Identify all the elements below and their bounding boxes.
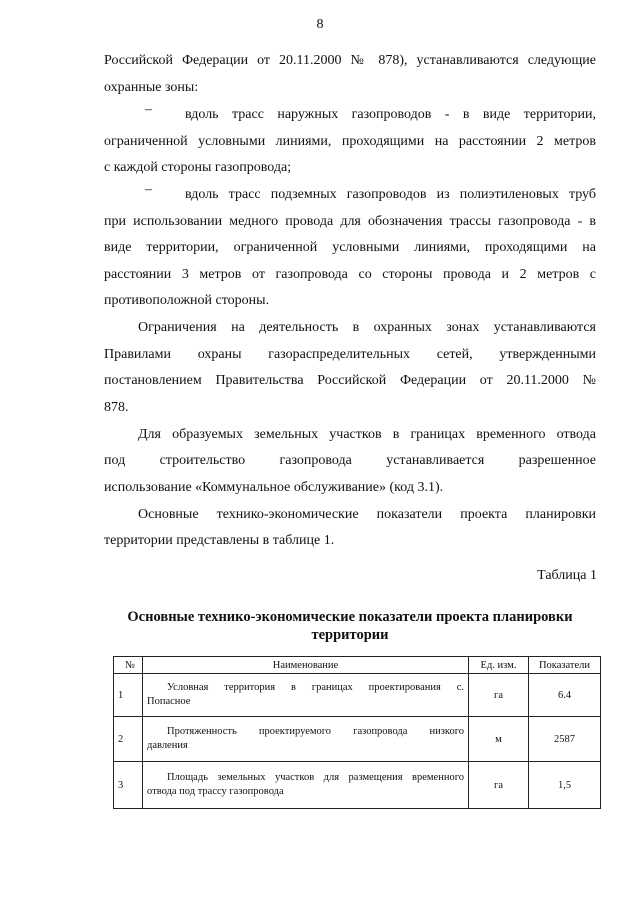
page-number: 8 [316,17,324,32]
table-label: Таблица 1 [537,568,597,583]
table-row [114,674,601,717]
bullet-dash: – [145,102,152,117]
paragraph-line: 878. [104,400,129,415]
header-unit: Ед. изм. [469,657,529,674]
paragraph-line: постановлением Правительства Российской Федерации от 20.11.2000 № [104,373,596,388]
row-name-line: Попасное [147,696,191,707]
bullet-line: расстоянии 3 метров от газопровода со стороны провода и 2 метров с [104,267,596,282]
paragraph-line: Ограничения на деятельность в охранных зонах устанавливаются [138,320,596,335]
row-value: 1,5 [529,762,601,809]
row-unit: га [469,674,529,717]
table-title-line: территории [311,627,389,643]
body-line: Российской Федерации от 20.11.2000 № 878), устанавливаются следующие [104,53,596,68]
paragraph-line: Правилами охраны газораспределительных сетей, утвержденными [104,347,596,362]
row-value: 2587 [529,717,601,762]
row-number: 1 [114,674,143,717]
row-name-line: Площадь земельных участков для размещения временного [167,772,464,783]
table-row [114,717,601,762]
bullet-line: вдоль трасс подземных газопроводов из полиэтиленовых труб [185,187,596,202]
table-header-row [114,657,601,674]
paragraph-line: Основные технико-экономические показатели проекта планировки [138,507,596,522]
paragraph-line: Для образуемых земельных участков в границах временного отвода [138,427,596,442]
body-line: охранные зоны: [104,80,199,95]
row-value: 6.4 [529,674,601,717]
paragraph-line: территории представлены в таблице 1. [104,533,335,548]
bullet-dash: – [145,182,152,197]
table-title [104,608,596,644]
row-number: 3 [114,762,143,809]
paragraph-line: под строительство газопровода устанавливается разрешенное [104,453,596,468]
row-number: 2 [114,717,143,762]
row-unit: га [469,762,529,809]
bullet-line: виде территории, ограниченной условными линиями, проходящими на [104,240,596,255]
row-name [143,674,469,717]
bullet-line: противоположной стороны. [104,293,270,308]
bullet-line: с каждой стороны газопровода; [104,160,292,175]
indicators-table [113,656,601,809]
header-value: Показатели [529,657,601,674]
row-unit: м [469,717,529,762]
row-name-line: отвода под трассу газопровода [147,786,284,797]
row-name-line: Условная территория в границах проектирования с. [167,682,464,693]
table-row [114,762,601,809]
bullet-line: вдоль трасс наружных газопроводов - в виде территории, [185,107,596,122]
table-title-line: Основные технико-экономические показатели проекта планировки [127,609,573,625]
paragraph-line: использование «Коммунальное обслуживание» (код 3.1). [104,480,444,495]
row-name-line: Протяженность проектируемого газопровода низкого [167,726,464,737]
header-number: № [114,657,143,674]
bullet-line: ограниченной условными линиями, проходящими на расстоянии 2 метров [104,134,596,149]
row-name-line: давления [147,740,188,751]
row-name [143,762,469,809]
row-name [143,717,469,762]
bullet-line: при использовании медного провода для обозначения трассы газопровода - в [104,214,596,229]
header-name: Наименование [143,657,469,674]
